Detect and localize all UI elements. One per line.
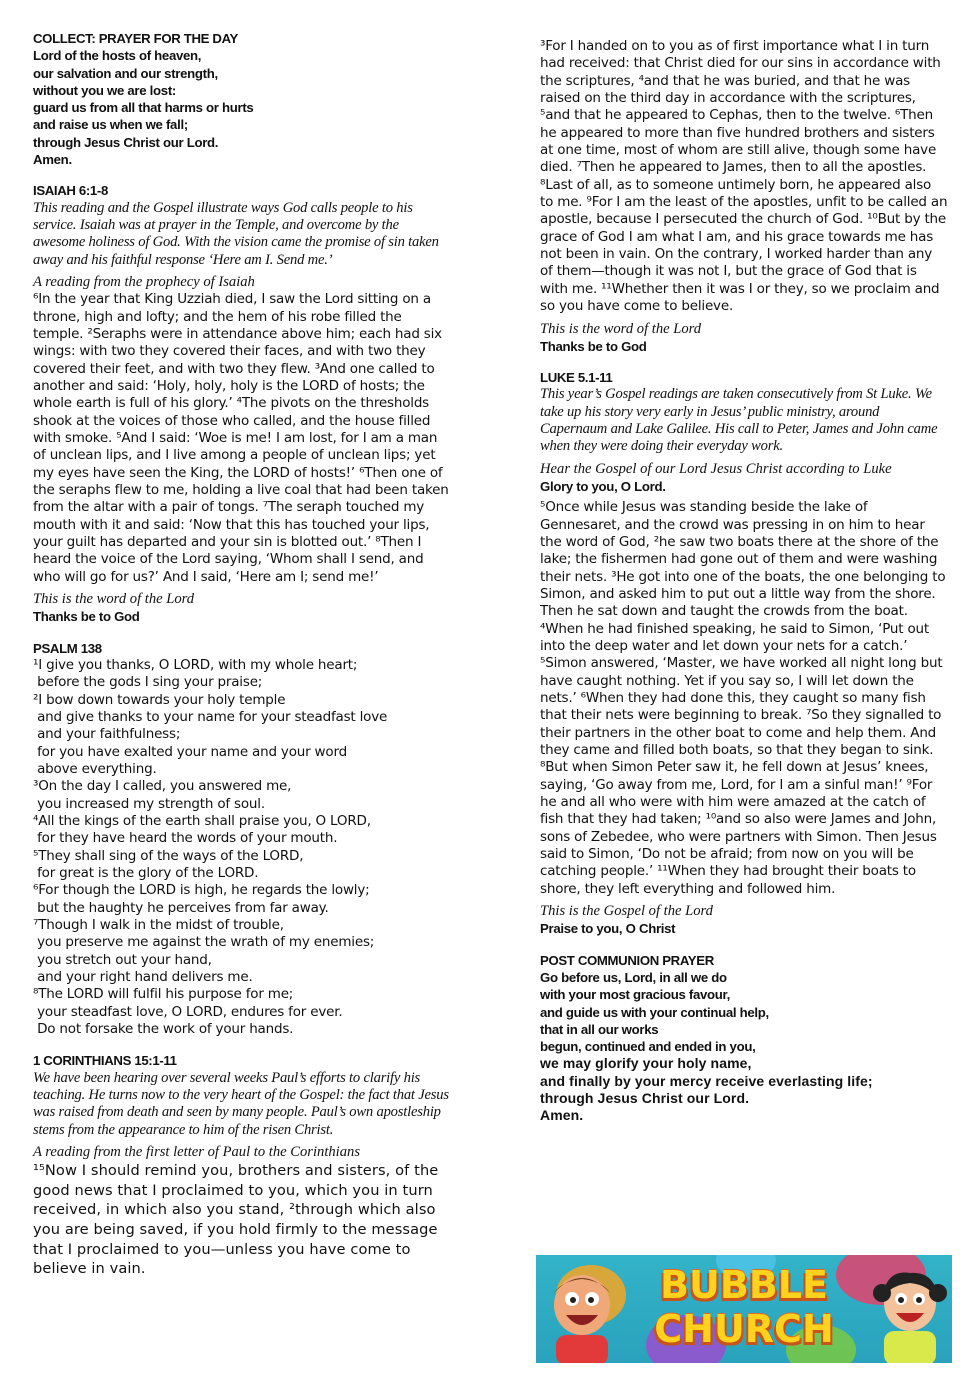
banner-title-line2: CHURCH: [654, 1307, 834, 1351]
collect-section: [33, 30, 451, 168]
corinthians-continued: [540, 38, 948, 355]
post-communion-line: that in all our works: [540, 1021, 659, 1037]
isaiah-text: ⁶In the year that King Uzziah died, I saw the Lord sitting on a throne, high and lofty; and the hem of his robe filled the temple. ²Seraphs were in attendance above him; each had six wings: with two they covered their faces, and with two they covered their feet, and with two they flew. ³And one called to another and said: ‘Holy, holy, holy is the LORD of hosts; the whole earth is full of his glory.’ ⁴The pivots on the thresholds shook at the voices of those who called, and the house filled with smoke. ⁵And I said: ‘Woe is me! I am lost, for I am a man of unclean lips, and I live among a people of unclean lips; yet my eyes have seen the King, the LORD of hosts!’ ⁶Then one of the seraphs flew to me, holding a live coal that had been taken from the altar with a pair of tongs. ⁷The seraph touched my mouth with it and said: ‘Now that this has touched your lips, your guilt has departed and your sin is blotted out.’ ⁸Then I heard the voice of the Lord saying, ‘Whom shall I send, and who will go for us?’ And I said, ‘Here am I; send me!’: [33, 291, 449, 585]
luke-announcement-response: Glory to you, O Lord.: [540, 478, 666, 494]
psalm-verse-line: for they have heard the words of your mouth.: [33, 830, 338, 847]
puppet-left-icon: [542, 1263, 622, 1363]
psalm-verse-line: ⁸The LORD will fulfil his purpose for me;: [33, 986, 294, 1003]
collect-line: our salvation and our strength,: [33, 65, 218, 81]
corinthians-announcement: A reading from the first letter of Paul to the Corinthians: [33, 1143, 361, 1160]
post-communion-line: we may glorify your holy name,: [540, 1055, 752, 1072]
bubble-church-banner: [536, 1255, 952, 1363]
psalm-verse-line: you stretch out your hand,: [33, 951, 212, 968]
corinthians-heading: 1 CORINTHIANS 15:1-11: [33, 1053, 177, 1069]
post-communion-section: [540, 952, 948, 1125]
post-communion-prayer-a: [540, 969, 948, 1055]
luke-closing: This is the Gospel of the Lord: [540, 903, 713, 920]
post-communion-line: Go before us, Lord, in all we do: [540, 969, 727, 985]
psalm-verse-line: your steadfast love, O LORD, endures for ever.: [33, 1003, 343, 1020]
post-communion-prayer-b: [540, 1055, 948, 1124]
collect-heading: COLLECT: PRAYER FOR THE DAY: [33, 31, 238, 46]
luke-response: Praise to you, O Christ: [540, 921, 676, 937]
psalm-verse-line: ³On the day I called, you answered me,: [33, 778, 292, 795]
isaiah-closing: This is the word of the Lord: [33, 591, 195, 607]
luke-section: [540, 369, 948, 938]
luke-text: ⁵Once while Jesus was standing beside the lake of Gennesaret, and the crowd was pressing in on him to hear the word of God, ²he saw two boats there at the shore of the lake; the fishermen had gone out of them and were washing their nets. ³He got into one of the boats, the one belonging to Simon, and asked him to put out a little way from the shore. Then he sat down and taught the crowds from the boat. ⁴When he had finished speaking, he said to Simon, ‘Put out into the deep water and let down your nets for a catch.’ ⁵Simon answered, ‘Master, we have worked all night long but have caught nothing. Yet if you say so, I will let down the nets.’ ⁶When they had done this, they caught so many fish that their nets were beginning to break. ⁷So they signalled to their partners in the other boat to come and help them. And they came and filled both boats, so that they began to sink. ⁸But when Simon Peter saw it, he fell down at Jesus’ knees, saying, ‘Go away from me, Lord, for I am a sinful man!’ ⁹For he and all who were with him were amazed at the catch of fish that they had taken; ¹⁰and so also were James and John, sons of Zebedee, who were partners with Simon. Then Jesus said to Simon, ‘Do not be afraid; from now on you will be catching people.’ ¹¹When they had brought their boats to shore, they left everything and followed him.: [540, 499, 946, 897]
psalm-verse-line: ²I bow down towards your holy temple: [33, 691, 286, 708]
psalm-verse-line: for great is the glory of the LORD.: [33, 865, 259, 882]
corinthians-section: [33, 1052, 451, 1278]
post-communion-line: with your most gracious favour,: [540, 987, 731, 1003]
isaiah-announcement: A reading from the prophecy of Isaiah: [33, 273, 255, 290]
psalm-verse-line: but the haughty he perceives from far away.: [33, 899, 329, 916]
post-communion-line: Amen.: [540, 1107, 584, 1124]
banner-title-line1: BUBBLE: [660, 1263, 828, 1307]
corinthians-text-continued: ³For I handed on to you as of first importance what I in turn had received: that Christ died for our sins in accordance with the scriptures, ⁴and that he was buried, and that he was raised on the third day in accordance with the scriptures, ⁵and that he appeared to Cephas, then to the twelve. ⁶Then he appeared to more than five hundred brothers and sisters at one time, most of whom are still alive, though some have died. ⁷Then he appeared to James, then to all the apostles. ⁸Last of all, as to someone untimely born, he appeared also to me. ⁹For I am the least of the apostles, unfit to be called an apostle, because I persecuted the church of God. ¹⁰But by the grace of God I am what I am, and his grace towards me has not been in vain. On the contrary, I worked harder than any of them—though it was not I, but the grace of God that is with me. ¹¹Whether then it was I or they, so we proclaim and so you have come to believe.: [540, 38, 948, 315]
psalm-heading: PSALM 138: [33, 640, 102, 656]
luke-intro: This year’s Gospel readings are taken consecutively from St Luke. We take up his story very early in Jesus’ public ministry, around Capernaum and Lake Galilee. His call to Peter, James and John came when they were doing their everyday work.: [540, 386, 938, 455]
psalm-verse-line: ⁵They shall sing of the ways of the LORD,: [33, 847, 304, 864]
psalm-verse-line: you preserve me against the wrath of my enemies;: [33, 934, 375, 951]
psalm-verse-line: Do not forsake the work of your hands.: [33, 1021, 294, 1038]
psalm-verse-line: ⁷Though I walk in the midst of trouble,: [33, 917, 284, 934]
collect-line: without you we are lost:: [33, 82, 177, 98]
psalm-verse-line: ¹I give you thanks, O LORD, with my whole heart;: [33, 656, 358, 673]
psalm-verse-line: and give thanks to your name for your steadfast love: [33, 708, 388, 725]
psalm-verse-line: you increased my strength of soul.: [33, 795, 265, 812]
psalm-section: [33, 640, 451, 1039]
corinthians-closing: This is the word of the Lord: [540, 320, 702, 337]
post-communion-line: begun, continued and ended in you,: [540, 1039, 756, 1055]
psalm-verse-line: and your right hand delivers me.: [33, 969, 253, 986]
psalm-verse-line: before the gods I sing your praise;: [33, 674, 263, 691]
collect-prayer: [33, 47, 451, 168]
collect-line: guard us from all that harms or hurts: [33, 100, 254, 116]
post-communion-heading: POST COMMUNION PRAYER: [540, 952, 714, 968]
corinthians-response: Thanks be to God: [540, 338, 647, 354]
puppet-right-icon: [868, 1263, 948, 1363]
collect-line: through Jesus Christ our Lord.: [33, 134, 219, 150]
corinthians-intro: We have been hearing over several weeks Paul’s efforts to clarify his teaching. He turns now to the very heart of the Gospel: the fact that Jesus was raised from death and seen by many people. Paul’s own apostleship stems from the appearance to him of the risen Christ.: [33, 1069, 449, 1138]
left-column: [33, 30, 451, 1293]
isaiah-intro: This reading and the Gospel illustrate ways God calls people to his service. Isaiah was at prayer in the Temple, and overcome by the awesome holiness of God. With the vision came the promise of sin taken away and his faithful response ‘Here am I. Send me.’: [33, 199, 439, 268]
collect-line: and raise us when we fall;: [33, 117, 188, 133]
luke-announcement: Hear the Gospel of our Lord Jesus Christ according to Luke: [540, 460, 892, 477]
isaiah-heading: ISAIAH 6:1-8: [33, 183, 108, 199]
psalm-verse-line: above everything.: [33, 760, 157, 777]
psalm-verse-line: for you have exalted your name and your word: [33, 743, 347, 760]
post-communion-line: and guide us with your continual help,: [540, 1004, 769, 1020]
psalm-verse-line: ⁴All the kings of the earth shall praise you, O LORD,: [33, 812, 371, 829]
psalm-text: [33, 657, 451, 1039]
collect-line: Lord of the hosts of heaven,: [33, 48, 202, 64]
right-column: [540, 38, 948, 1139]
psalm-verse-line: ⁶For though the LORD is high, he regards the lowly;: [33, 882, 370, 899]
luke-heading: LUKE 5.1-11: [540, 370, 613, 386]
post-communion-line: through Jesus Christ our Lord.: [540, 1090, 750, 1107]
isaiah-response: Thanks be to God: [33, 609, 140, 625]
psalm-verse-line: and your faithfulness;: [33, 726, 181, 743]
collect-line: Amen.: [33, 152, 72, 168]
isaiah-section: [33, 182, 451, 625]
corinthians-text: ¹⁵Now I should remind you, brothers and sisters, of the good news that I proclaimed to you, which you in turn received, in which also you stand, ²through which also you are being saved, if you hold firmly to the message that I proclaimed to you—unless you have come to believe in vain.: [33, 1162, 439, 1278]
post-communion-line: and finally by your mercy receive everlasting life;: [540, 1072, 873, 1089]
